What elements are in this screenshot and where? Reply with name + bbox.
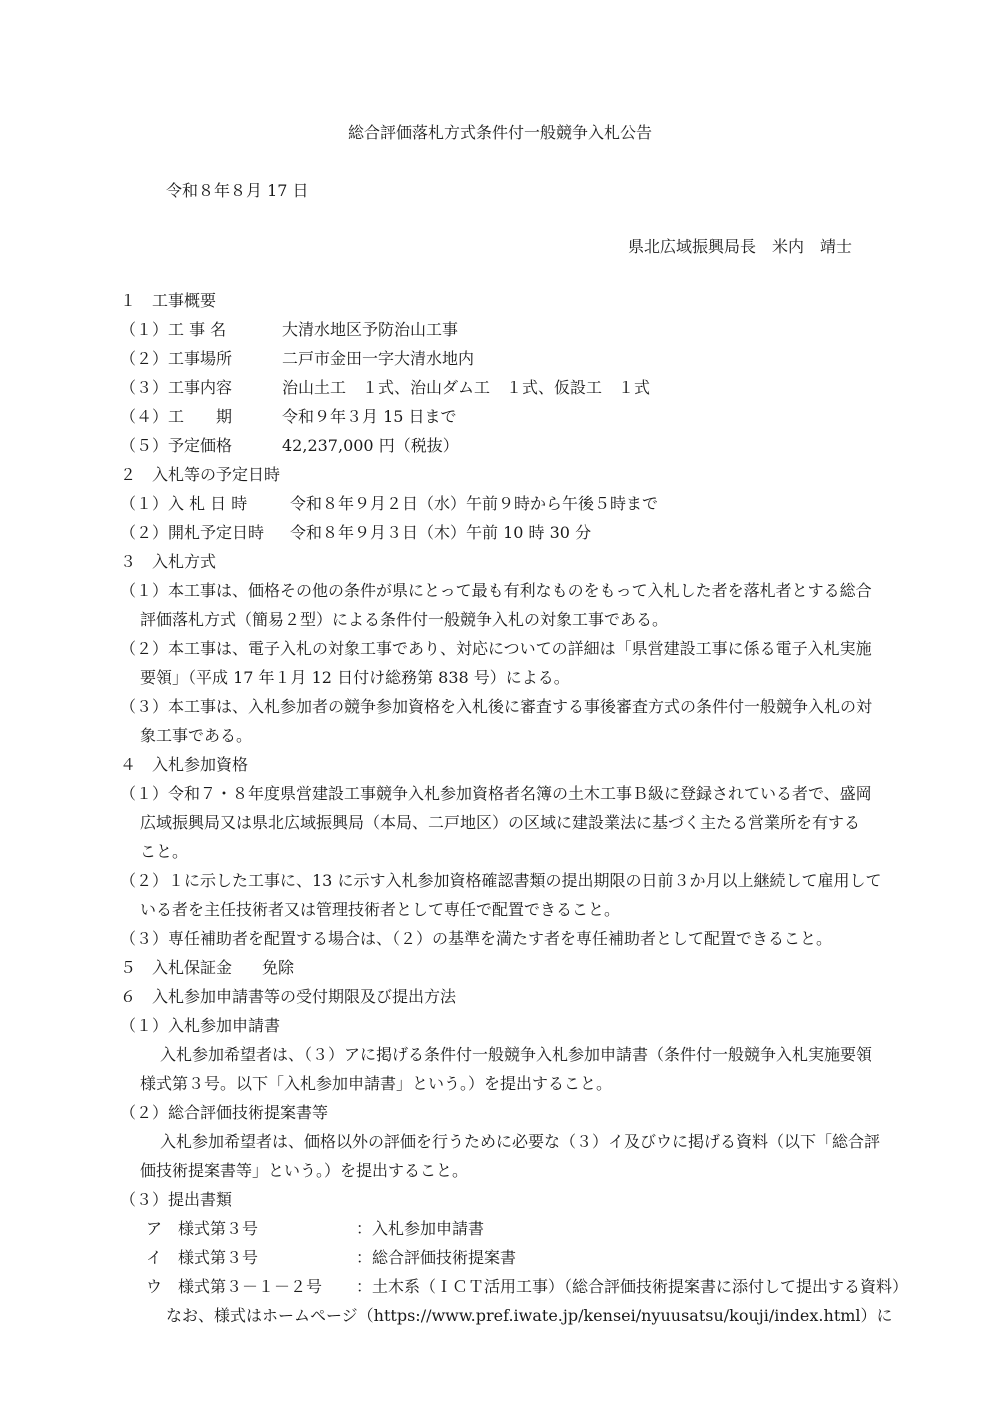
paragraph-line: 広域振興局又は県北広域振興局（本局、二戸地区）の区域に建設業法に基づく主たる営業所を有する — [140, 813, 861, 832]
item-label: （５）予定価格 — [120, 436, 233, 455]
item-value: 免除 — [262, 958, 295, 977]
item-label: （１）工 事 名 — [120, 320, 227, 339]
paragraph-line: （３）専任補助者を配置する場合は、（２）の基準を満たす者を専任補助者として配置できること。 — [120, 929, 833, 948]
item-value: 大清水地区予防治山工事 — [282, 320, 459, 339]
item-value: 令和８年９月２日（水）午前９時から午後５時まで — [290, 494, 659, 513]
form-number: 様式第３号 — [178, 1248, 259, 1267]
paragraph-line: 入札参加希望者は、価格以外の評価を行うために必要な（３）イ及びウに掲げる資料（以下「総合評 — [160, 1132, 881, 1151]
section-heading: ５ 入札保証金 — [120, 958, 233, 977]
section-heading-row — [120, 953, 882, 982]
item-label: （２）開札予定日時 — [120, 523, 265, 542]
item-value: ：総合評価技術提案書 — [356, 1248, 517, 1267]
paragraph-line: いる者を主任技術者又は管理技術者として専任で配置できること。 — [140, 900, 621, 919]
paragraph-line: 様式第３号。以下「入札参加申請書」という。）を提出すること。 — [140, 1074, 613, 1093]
item-value: ：土木系（ＩＣＴ活用工事）（総合評価技術提案書に添付して提出する資料） — [356, 1277, 909, 1296]
section-heading: ３ 入札方式 — [120, 552, 217, 571]
paragraph-line: （３）本工事は、入札参加者の競争参加資格を入札後に審査する事後審査方式の条件付一般競争入札の対 — [120, 697, 873, 716]
item-value: 42,237,000 円（税抜） — [282, 436, 459, 455]
list-item — [120, 315, 882, 344]
item-mark: ウ — [146, 1277, 163, 1296]
section-heading: ６ 入札参加申請書等の受付期限及び提出方法 — [120, 987, 457, 1006]
section-heading: ２ 入札等の予定日時 — [120, 465, 281, 484]
list-item — [120, 402, 882, 431]
paragraph-line: 評価落札方式（簡易２型）による条件付一般競争入札の対象工事である。 — [140, 610, 669, 629]
paragraph-line: 要領」（平成 17 年１月 12 日付け総務第 838 号）による。 — [140, 668, 570, 687]
subsection-heading: （２）総合評価技術提案書等 — [120, 1103, 329, 1122]
list-item — [120, 518, 882, 547]
list-item — [120, 344, 882, 373]
item-label: （３）工事内容 — [120, 378, 233, 397]
section-heading: ４ 入札参加資格 — [120, 755, 249, 774]
paragraph-line: 価技術提案書等」という。）を提出すること。 — [140, 1161, 469, 1180]
subsection-heading: （１）入札参加申請書 — [120, 1016, 281, 1035]
paragraph-line: 入札参加希望者は、（３）アに掲げる条件付一般競争入札参加申請書（条件付一般競争入札実施要領 — [160, 1045, 873, 1064]
form-number: 様式第３－１－２号 — [178, 1277, 323, 1296]
item-label: （４）工 期 — [120, 407, 233, 426]
list-item — [120, 489, 882, 518]
document-item — [120, 1272, 909, 1301]
notice-date: 令和８年８月 17 日 — [166, 181, 309, 200]
item-value: 令和９年３月 15 日まで — [282, 407, 457, 426]
form-number: 様式第３号 — [178, 1219, 259, 1238]
paragraph-line: こと。 — [140, 842, 189, 861]
item-label: （１）入 札 日 時 — [120, 494, 248, 513]
page-title: 総合評価落札方式条件付一般競争入札公告 — [347, 123, 652, 142]
document-body — [120, 286, 909, 1330]
document-item — [120, 1214, 882, 1243]
subsection-heading: （３）提出書類 — [120, 1190, 233, 1209]
item-value: 治山土工 １式、治山ダム工 １式、仮設工 １式 — [282, 378, 651, 397]
paragraph-line: （２）１に示した工事に、13 に示す入札参加資格確認書類の提出期限の日前３か月以上継続して雇用して — [120, 871, 882, 890]
paragraph-line: なお、様式はホームページ（https://www.pref.iwate.jp/kensei/nyuusatsu/kouji/index.html）に — [166, 1306, 893, 1325]
item-value: 二戸市金田一字大清水地内 — [282, 349, 475, 368]
paragraph-line: 象工事である。 — [140, 726, 253, 745]
item-value: 令和８年９月３日（木）午前 10 時 30 分 — [290, 523, 592, 542]
list-item — [120, 431, 882, 460]
item-label: （２）工事場所 — [120, 349, 233, 368]
item-mark: ア — [146, 1219, 163, 1238]
document-item — [120, 1243, 882, 1272]
item-mark: イ — [146, 1248, 163, 1267]
paragraph-line: （１）本工事は、価格その他の条件が県にとって最も有利なものをもって入札した者を落札者とする総合 — [120, 581, 872, 600]
issuer: 県北広域振興局長 米内 靖士 — [627, 237, 852, 256]
section-heading: １ 工事概要 — [120, 291, 217, 310]
paragraph-line: （１）令和７・８年度県営建設工事競争入札参加資格者名簿の土木工事Ｂ級に登録されている者で、盛岡 — [120, 784, 872, 803]
item-value: ：入札参加申請書 — [356, 1219, 485, 1238]
list-item — [120, 373, 882, 402]
paragraph-line: （２）本工事は、電子入札の対象工事であり、対応についての詳細は「県営建設工事に係る電子入札実施 — [120, 639, 872, 658]
